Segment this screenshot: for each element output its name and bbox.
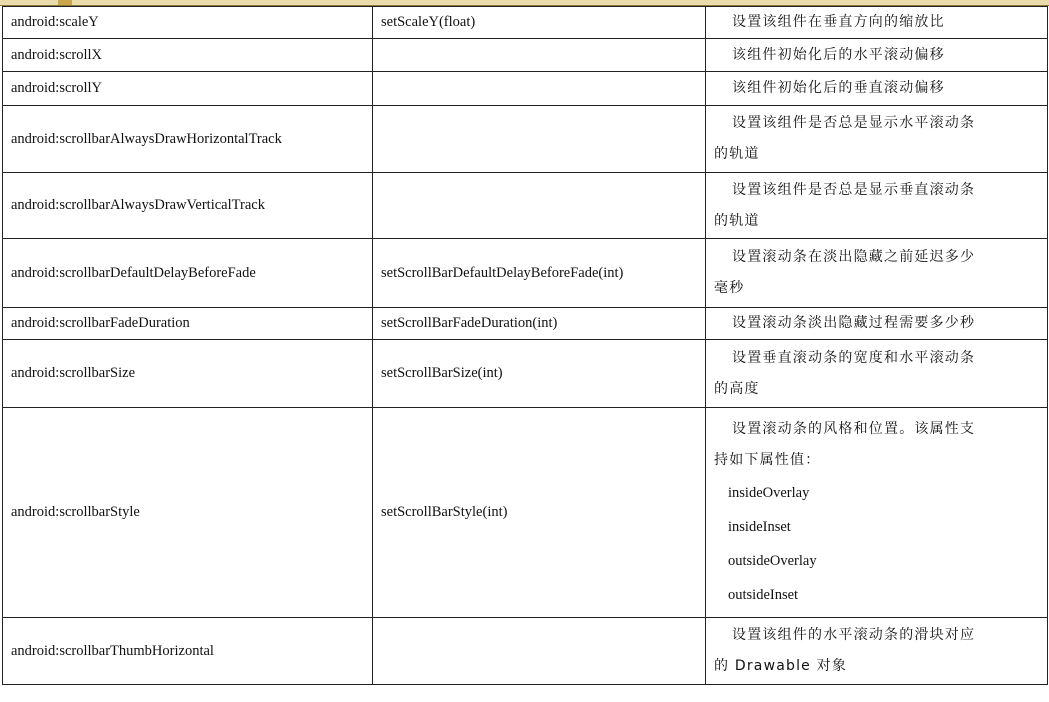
method-cell xyxy=(373,39,706,72)
description-line: 的轨道 xyxy=(714,212,760,229)
attribute-cell: android:scrollbarAlwaysDrawVerticalTrack xyxy=(3,173,373,239)
attribute-cell: android:scrollbarThumbHorizontal xyxy=(3,618,373,685)
description-line: 设置垂直滚动条的宽度和水平滚动条 xyxy=(732,349,976,366)
table-row xyxy=(3,39,1048,72)
attribute-value: insideOverlay xyxy=(728,484,810,501)
description-cell xyxy=(706,239,1048,308)
method-cell: setScrollBarStyle(int) xyxy=(373,408,706,618)
top-page-tab xyxy=(58,0,72,5)
method-cell: setScaleY(float) xyxy=(373,7,706,39)
table-row xyxy=(3,173,1048,239)
attribute-value: insideInset xyxy=(728,518,791,535)
description-line: 设置该组件在垂直方向的缩放比 xyxy=(732,14,945,30)
description-cell xyxy=(706,340,1048,408)
description-line: 持如下属性值： xyxy=(714,451,821,468)
description-line: 的高度 xyxy=(714,380,760,397)
method-cell: setScrollBarSize(int) xyxy=(373,340,706,408)
method-cell xyxy=(373,618,706,685)
attribute-cell: android:scrollbarDefaultDelayBeforeFade xyxy=(3,239,373,308)
table-row xyxy=(3,340,1048,408)
description-line: 毫秒 xyxy=(714,280,745,296)
attribute-cell: android:scrollY xyxy=(3,72,373,106)
attribute-cell: android:scrollbarAlwaysDrawHorizontalTrack xyxy=(3,106,373,173)
attribute-cell: android:scaleY xyxy=(3,7,373,39)
description-line: 设置该组件是否总是显示水平滚动条 xyxy=(732,115,976,131)
attribute-cell: android:scrollbarSize xyxy=(3,340,373,408)
description-cell xyxy=(706,7,1048,39)
description-cell xyxy=(706,173,1048,239)
table-row xyxy=(3,239,1048,308)
attribute-cell: android:scrollbarStyle xyxy=(3,408,373,618)
attribute-value: outsideInset xyxy=(728,586,799,603)
method-cell: setScrollBarDefaultDelayBeforeFade(int) xyxy=(373,239,706,308)
method-cell xyxy=(373,173,706,239)
description-cell xyxy=(706,618,1048,685)
description-line: 的轨道 xyxy=(714,146,760,162)
description-cell xyxy=(706,308,1048,340)
description-line: 设置滚动条在淡出隐藏之前延迟多少 xyxy=(732,249,976,265)
description-line: 设置滚动条淡出隐藏过程需要多少秒 xyxy=(732,315,976,331)
description-line: 该组件初始化后的水平滚动偏移 xyxy=(732,46,945,63)
method-cell xyxy=(373,106,706,173)
attribute-cell: android:scrollbarFadeDuration xyxy=(3,308,373,340)
description-line: 该组件初始化后的垂直滚动偏移 xyxy=(732,80,945,96)
table-row xyxy=(3,72,1048,106)
table-row xyxy=(3,618,1048,685)
table-row xyxy=(3,106,1048,173)
table-row xyxy=(3,7,1048,39)
method-cell xyxy=(373,72,706,106)
table-row xyxy=(3,308,1048,340)
attribute-cell: android:scrollX xyxy=(3,39,373,72)
description-line: 的 Drawable 对象 xyxy=(714,658,848,674)
attribute-value: outsideOverlay xyxy=(728,552,817,569)
description-cell xyxy=(706,408,1048,618)
description-line: 设置该组件是否总是显示垂直滚动条 xyxy=(732,181,976,198)
description-cell xyxy=(706,72,1048,106)
description-line: 设置滚动条的风格和位置。该属性支 xyxy=(732,420,976,437)
description-line: 设置该组件的水平滚动条的滑块对应 xyxy=(732,627,976,643)
description-cell xyxy=(706,39,1048,72)
table-row xyxy=(3,408,1048,618)
description-cell xyxy=(706,106,1048,173)
attribute-table xyxy=(2,6,1048,685)
method-cell: setScrollBarFadeDuration(int) xyxy=(373,308,706,340)
